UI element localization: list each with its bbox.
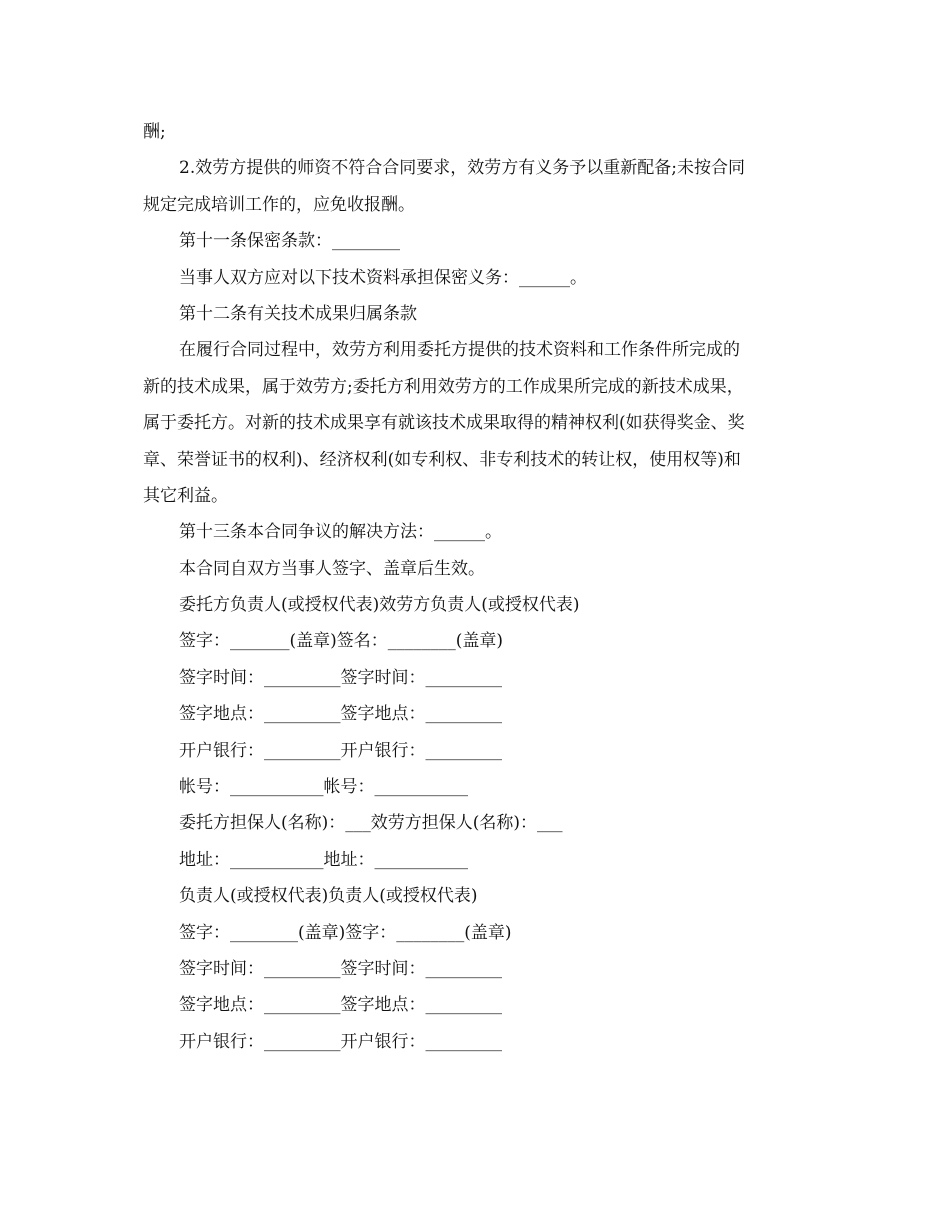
signature-field: 签字：________(盖章)签字：________(盖章): [179, 922, 512, 943]
signature-field: 签字地点：_________签字地点：_________: [179, 704, 502, 725]
signature-header: 委托方负责人(或授权代表)效劳方负责人(或授权代表): [179, 595, 580, 616]
text-line: 规定完成培训工作的，应免收报酬。: [143, 194, 415, 215]
signature-field: 签字时间：_________签字时间：_________: [179, 667, 502, 688]
signature-field: 地址：___________地址：___________: [179, 849, 468, 870]
text-line: 新的技术成果，属于效劳方;委托方利用效劳方的工作成果所完成的新技术成果，: [143, 376, 744, 397]
text-line: 其它利益。: [143, 485, 228, 506]
text-line: 属于委托方。对新的技术成果享有就该技术成果取得的精神权利(如获得奖金、奖: [143, 413, 745, 434]
text-line: 本合同自双方当事人签字、盖章后生效。: [179, 558, 485, 579]
signature-field: 签字地点：_________签字地点：_________: [179, 995, 502, 1016]
signature-field: 开户银行：_________开户银行：_________: [179, 740, 502, 761]
section-heading: 第十一条保密条款：________: [179, 231, 400, 252]
signature-header: 负责人(或授权代表)负责人(或授权代表): [179, 886, 478, 907]
text-line: 2.效劳方提供的师资不符合合同要求，效劳方有义务予以重新配备;未按合同: [179, 158, 745, 179]
document-body: [143, 114, 808, 1060]
section-heading: 第十二条有关技术成果归属条款: [179, 303, 417, 324]
signature-field: 开户银行：_________开户银行：_________: [179, 1031, 502, 1052]
text-line: 在履行合同过程中，效劳方利用委托方提供的技术资料和工作条件所完成的: [179, 340, 740, 361]
guarantor-field: 委托方担保人(名称)：___效劳方担保人(名称)：___: [179, 813, 563, 834]
section-heading: 第十三条本合同争议的解决方法：______。: [179, 522, 502, 543]
signature-field: 帐号：___________帐号：___________: [179, 777, 468, 798]
text-line: 章、荣誉证书的权利)、经济权利(如专利权、非专利技术的转让权，使用权等)和: [143, 449, 741, 470]
text-line: 当事人双方应对以下技术资料承担保密义务：______。: [179, 267, 587, 288]
signature-field: 签字：_______(盖章)签名：________(盖章): [179, 631, 504, 652]
text-line: 酬;: [143, 122, 166, 142]
signature-field: 签字时间：_________签字时间：_________: [179, 958, 502, 979]
